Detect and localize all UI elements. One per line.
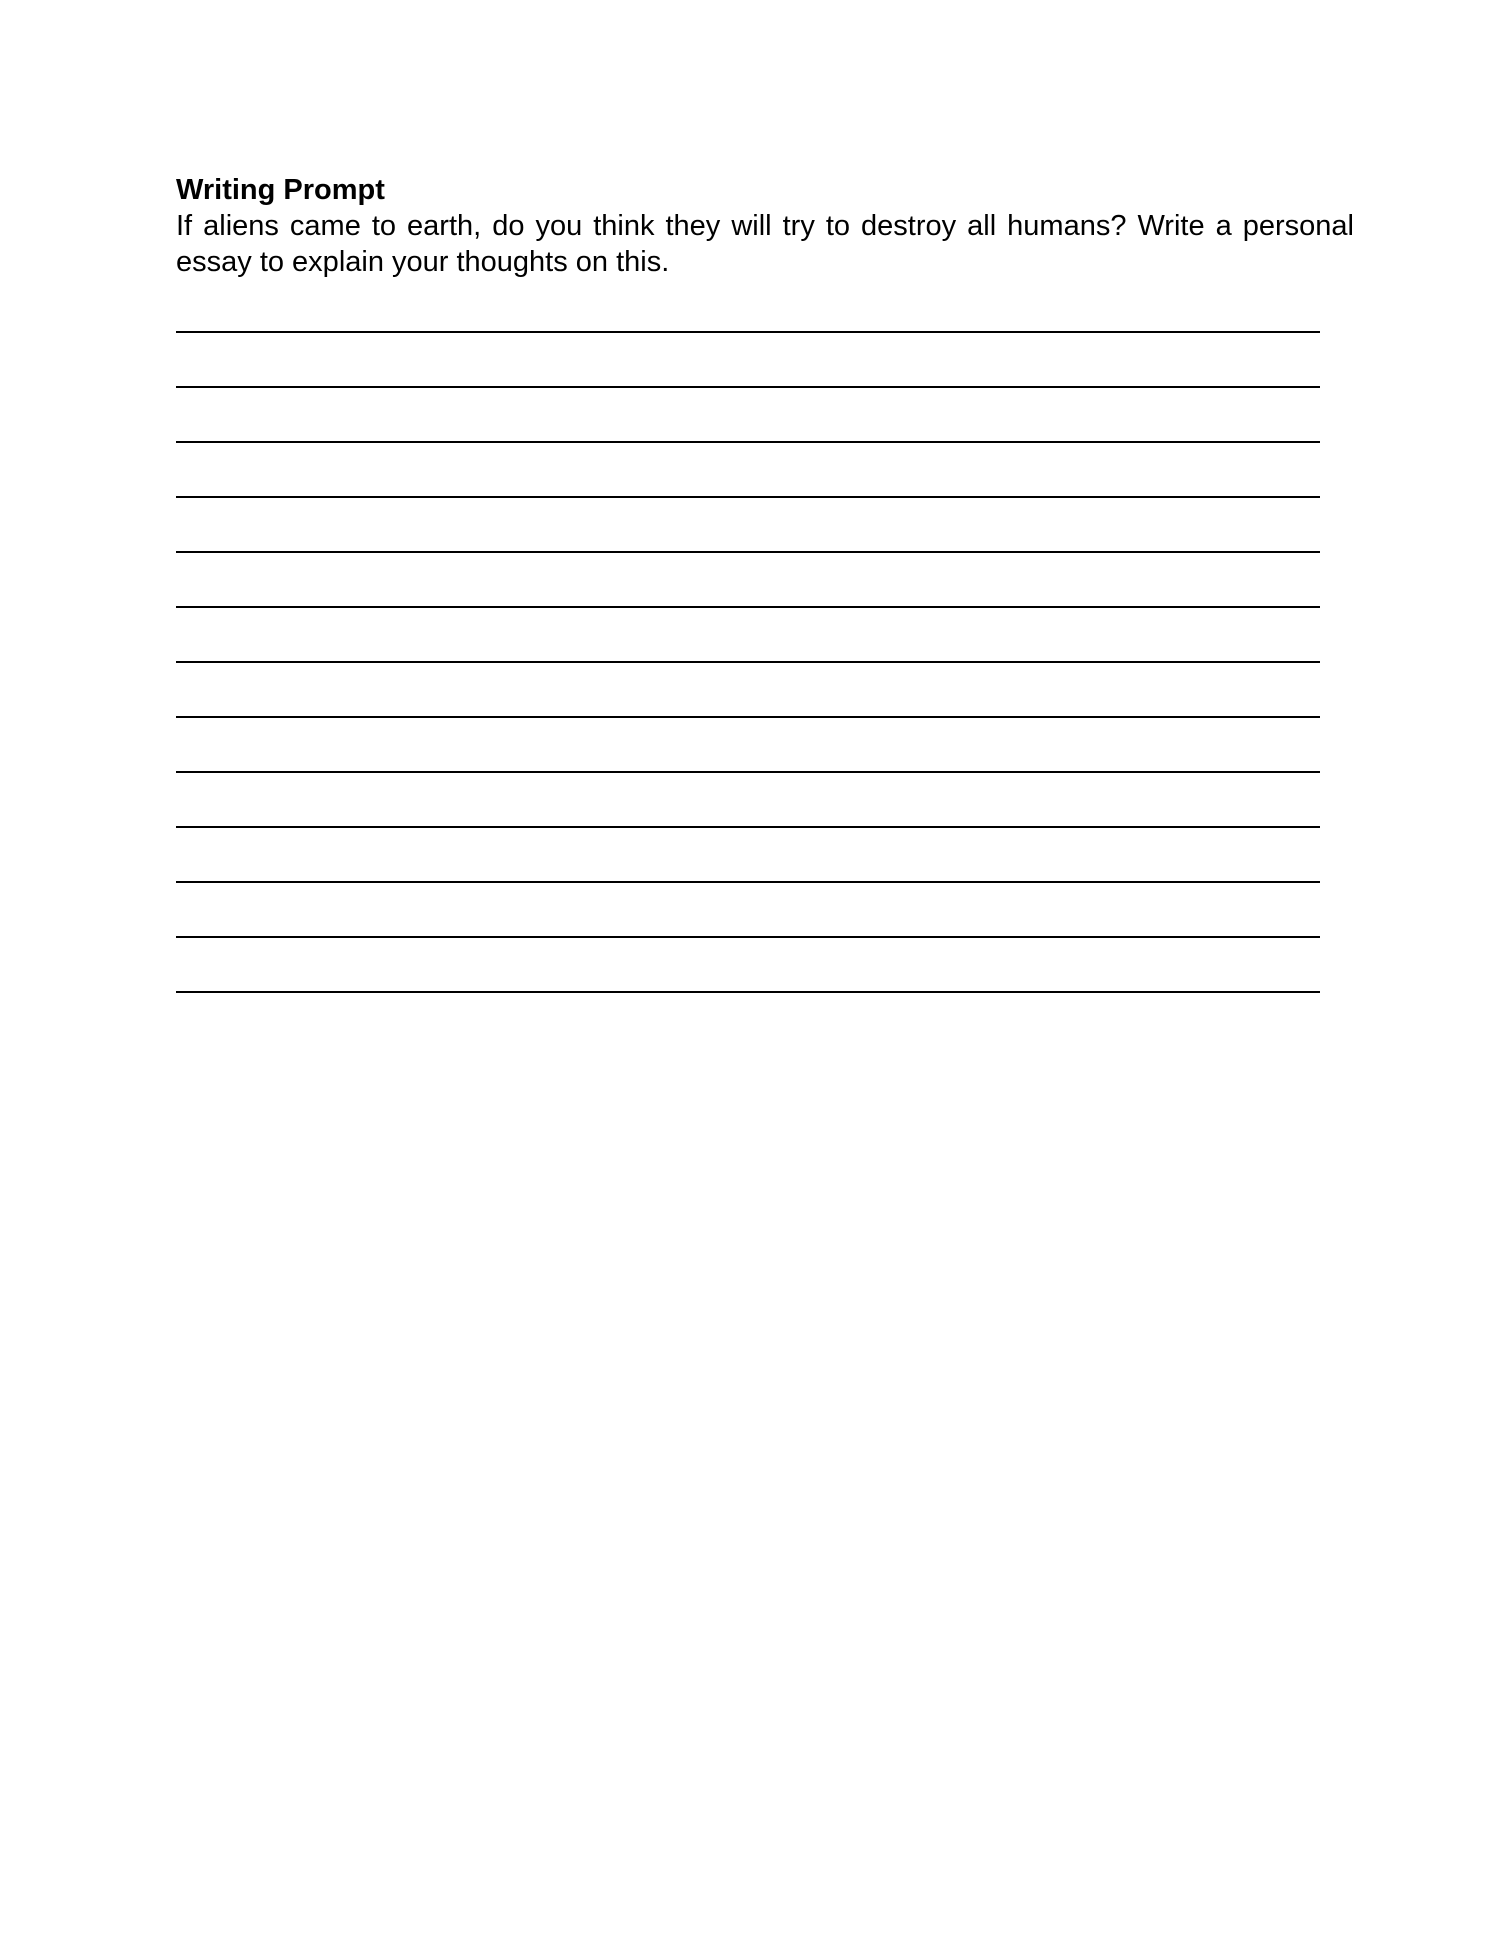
answer-line[interactable] (176, 661, 1320, 663)
answer-lines (176, 331, 1320, 1046)
answer-line[interactable] (176, 386, 1320, 388)
answer-line[interactable] (176, 606, 1320, 608)
answer-line[interactable] (176, 496, 1320, 498)
answer-line[interactable] (176, 441, 1320, 443)
answer-line[interactable] (176, 881, 1320, 883)
answer-line[interactable] (176, 771, 1320, 773)
answer-line[interactable] (176, 936, 1320, 938)
prompt-text: If aliens came to earth, do you think they will try to destroy all humans? Write a personal essay to explain your thoughts on this. (176, 210, 1354, 278)
answer-line[interactable] (176, 331, 1320, 333)
answer-line[interactable] (176, 991, 1320, 993)
answer-line[interactable] (176, 551, 1320, 553)
prompt-section (176, 172, 1354, 280)
page-title: Writing Prompt (176, 174, 385, 206)
answer-line[interactable] (176, 716, 1320, 718)
answer-line[interactable] (176, 826, 1320, 828)
